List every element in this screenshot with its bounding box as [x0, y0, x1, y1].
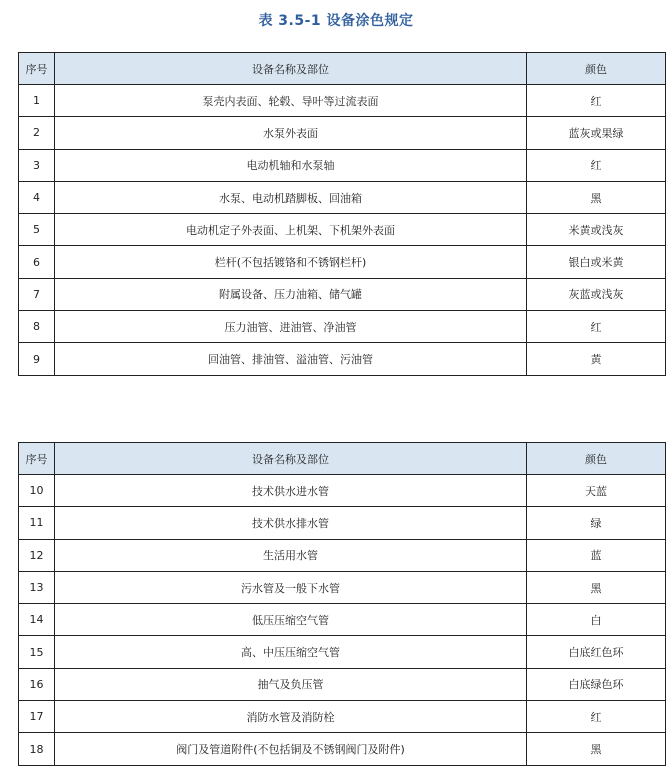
cell-no: 9 [19, 343, 55, 375]
cell-name: 栏杆(不包括镀铬和不锈钢栏杆) [55, 246, 527, 278]
cell-no: 4 [19, 181, 55, 213]
cell-no: 12 [19, 539, 55, 571]
table-row [19, 214, 666, 246]
table-row [19, 733, 666, 765]
cell-no: 11 [19, 507, 55, 539]
header-no: 序号 [19, 53, 55, 85]
cell-color: 红 [527, 85, 666, 117]
cell-name: 消防水管及消防栓 [55, 701, 527, 733]
table-row [19, 701, 666, 733]
cell-color: 红 [527, 149, 666, 181]
header-color: 颜色 [527, 53, 666, 85]
paint-color-table-2 [18, 442, 666, 766]
table-row [19, 246, 666, 278]
cell-color: 蓝 [527, 539, 666, 571]
cell-name: 生活用水管 [55, 539, 527, 571]
table-row [19, 668, 666, 700]
table-row [19, 571, 666, 603]
table-row [19, 475, 666, 507]
cell-name: 水泵、电动机踏脚板、回油箱 [55, 181, 527, 213]
cell-no: 13 [19, 571, 55, 603]
cell-color: 红 [527, 701, 666, 733]
cell-color: 绿 [527, 507, 666, 539]
cell-color: 白底红色环 [527, 636, 666, 668]
cell-color: 黑 [527, 571, 666, 603]
table-row [19, 539, 666, 571]
cell-name: 水泵外表面 [55, 117, 527, 149]
table-2-body [19, 443, 666, 766]
table-row [19, 117, 666, 149]
cell-no: 8 [19, 311, 55, 343]
cell-no: 14 [19, 604, 55, 636]
table-row [19, 507, 666, 539]
table-row [19, 604, 666, 636]
cell-name: 电动机定子外表面、上机架、下机架外表面 [55, 214, 527, 246]
cell-color: 黑 [527, 733, 666, 765]
cell-name: 低压压缩空气管 [55, 604, 527, 636]
cell-no: 15 [19, 636, 55, 668]
cell-no: 6 [19, 246, 55, 278]
cell-no: 5 [19, 214, 55, 246]
table-row [19, 278, 666, 310]
cell-name: 污水管及一般下水管 [55, 571, 527, 603]
cell-name: 回油管、排油管、溢油管、污油管 [55, 343, 527, 375]
cell-color: 白底绿色环 [527, 668, 666, 700]
cell-no: 1 [19, 85, 55, 117]
paint-color-table-1 [18, 52, 666, 376]
cell-no: 17 [19, 701, 55, 733]
cell-no: 3 [19, 149, 55, 181]
cell-no: 10 [19, 475, 55, 507]
cell-no: 7 [19, 278, 55, 310]
cell-color: 白 [527, 604, 666, 636]
cell-color: 红 [527, 311, 666, 343]
cell-color: 黄 [527, 343, 666, 375]
header-name: 设备名称及部位 [55, 53, 527, 85]
table-row [19, 636, 666, 668]
table-row [19, 181, 666, 213]
table-row [19, 85, 666, 117]
table-1-body [19, 53, 666, 376]
cell-name: 高、中压压缩空气管 [55, 636, 527, 668]
table-row [19, 343, 666, 375]
header-name: 设备名称及部位 [55, 443, 527, 475]
cell-color: 银白或米黄 [527, 246, 666, 278]
cell-name: 压力油管、进油管、净油管 [55, 311, 527, 343]
cell-name: 附属设备、压力油箱、储气罐 [55, 278, 527, 310]
cell-color: 天蓝 [527, 475, 666, 507]
table-row [19, 149, 666, 181]
header-no: 序号 [19, 443, 55, 475]
table-title: 表 3.5-1 设备涂色规定 [258, 13, 414, 29]
cell-name: 抽气及负压管 [55, 668, 527, 700]
header-row [19, 53, 666, 85]
cell-no: 16 [19, 668, 55, 700]
cell-color: 米黄或浅灰 [527, 214, 666, 246]
cell-color: 蓝灰或果绿 [527, 117, 666, 149]
cell-name: 技术供水排水管 [55, 507, 527, 539]
header-color: 颜色 [527, 443, 666, 475]
cell-name: 电动机轴和水泵轴 [55, 149, 527, 181]
cell-name: 阀门及管道附件(不包括铜及不锈钢阀门及附件) [55, 733, 527, 765]
cell-name: 泵壳内表面、轮毂、导叶等过流表面 [55, 85, 527, 117]
cell-no: 18 [19, 733, 55, 765]
cell-no: 2 [19, 117, 55, 149]
table-row [19, 311, 666, 343]
cell-name: 技术供水进水管 [55, 475, 527, 507]
cell-color: 黑 [527, 181, 666, 213]
cell-color: 灰蓝或浅灰 [527, 278, 666, 310]
header-row [19, 443, 666, 475]
